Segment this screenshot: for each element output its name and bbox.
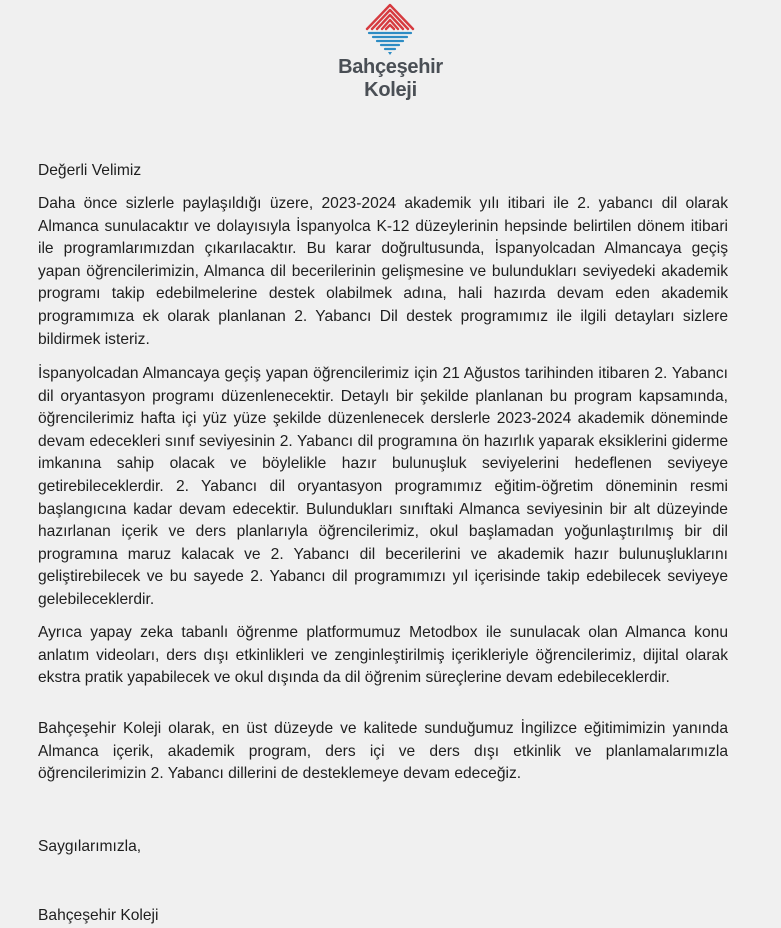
letter-paragraph-4: Bahçeşehir Koleji olarak, en üst düzeyde ve kalitede sunduğumuz İngilizce eğitimimizin yanında Almanca içerik, akademik program, ders içi ve ders dışı etkinlik ve planlamalarımızla öğrencilerimizin 2. Yabancı dillerini de desteklemeye devam edeceğiz.	[38, 720, 728, 783]
letter-signature: Bahçeşehir Koleji	[38, 907, 159, 924]
logo	[0, 0, 781, 110]
logo-line-1: Bahçeşehir	[338, 56, 443, 78]
letter-paragraph-3: Ayrıca yapay zeka tabanlı öğrenme platformumuz Metodbox ile sunulacak olan Almanca konu anlatım videoları, ders dışı etkinlikleri ve zenginleştirilmiş içerikleriyle öğrencilerimiz, dijital olarak ekstra pratik yapabilecek ve okul dışında da dil öğrenim süreçlerine devam edebileceklerdir.	[38, 624, 728, 687]
letter-closing: Saygılarımızla,	[38, 838, 142, 855]
letter-paragraph-2: İspanyolcadan Almancaya geçiş yapan öğrencilerimiz için 21 Ağustos tarihinden itibaren 2. Yabancı dil oryantasyon programı düzenlenecektir. Detaylı bir şekilde planlanan bu program kapsamında, öğrencilerimiz hafta içi yüz yüze şekilde düzenlenecek derslerle 2023-2024 akademik döneminde devam edecekleri sınıf seviyesinin 2. Yabancı dil programına ön hazırlık yaparak eksiklerini giderme imkanına sahip olacak ve böylelikle hazır bulunuşluk seviyelerini hedeflenen seviyeye getirebileceklerdir. 2. Yabancı dil oryantasyon programımız eğitim-öğretim döneminin resmi başlangıcına kadar devam edecektir. Bulundukları sınıftaki Almanca seviyesinin bir alt düzeyinde hazırlanan içerik ve ders planlarıyla öğrencilerimiz, okul başlamadan yoğunlaştırılmış bir dil programına maruz kalacak ve 2. Yabancı dil becerilerini ve akademik hazır bulunuşluklarını geliştirebilecek ve bu sayede 2. Yabancı dil programımızı yıl içerisinde takip edebilecek seviyeye gelebileceklerdir.	[38, 365, 728, 608]
letter-salutation: Değerli Velimiz	[38, 162, 142, 179]
logo-line-2: Koleji	[364, 79, 417, 101]
letter-paragraph-1: Daha önce sizlerle paylaşıldığı üzere, 2023-2024 akademik yılı itibari ile 2. yabancı dil olarak Almanca sunulacaktır ve dolayısıyla İspanyolca K-12 düzeylerinin hepsinde belirtilen dönem itibari ile programlarımızdan çıkarılacaktır. Bu karar doğrultusunda, İspanyolcadan Almancaya geçiş yapan öğrencilerimizin, Almanca dil becerilerinin gelişmesine ve bulundukları seviyedeki akademik programı takip edebilmelerine destek olabilmek adına, hali hazırda devam eden akademik programımıza ek olarak planlanan 2. Yabancı Dil destek programımız ile ilgili detayları sizlere bildirmek isteriz.	[38, 195, 728, 348]
bahcesehir-diamond-logo-icon	[355, 2, 425, 58]
